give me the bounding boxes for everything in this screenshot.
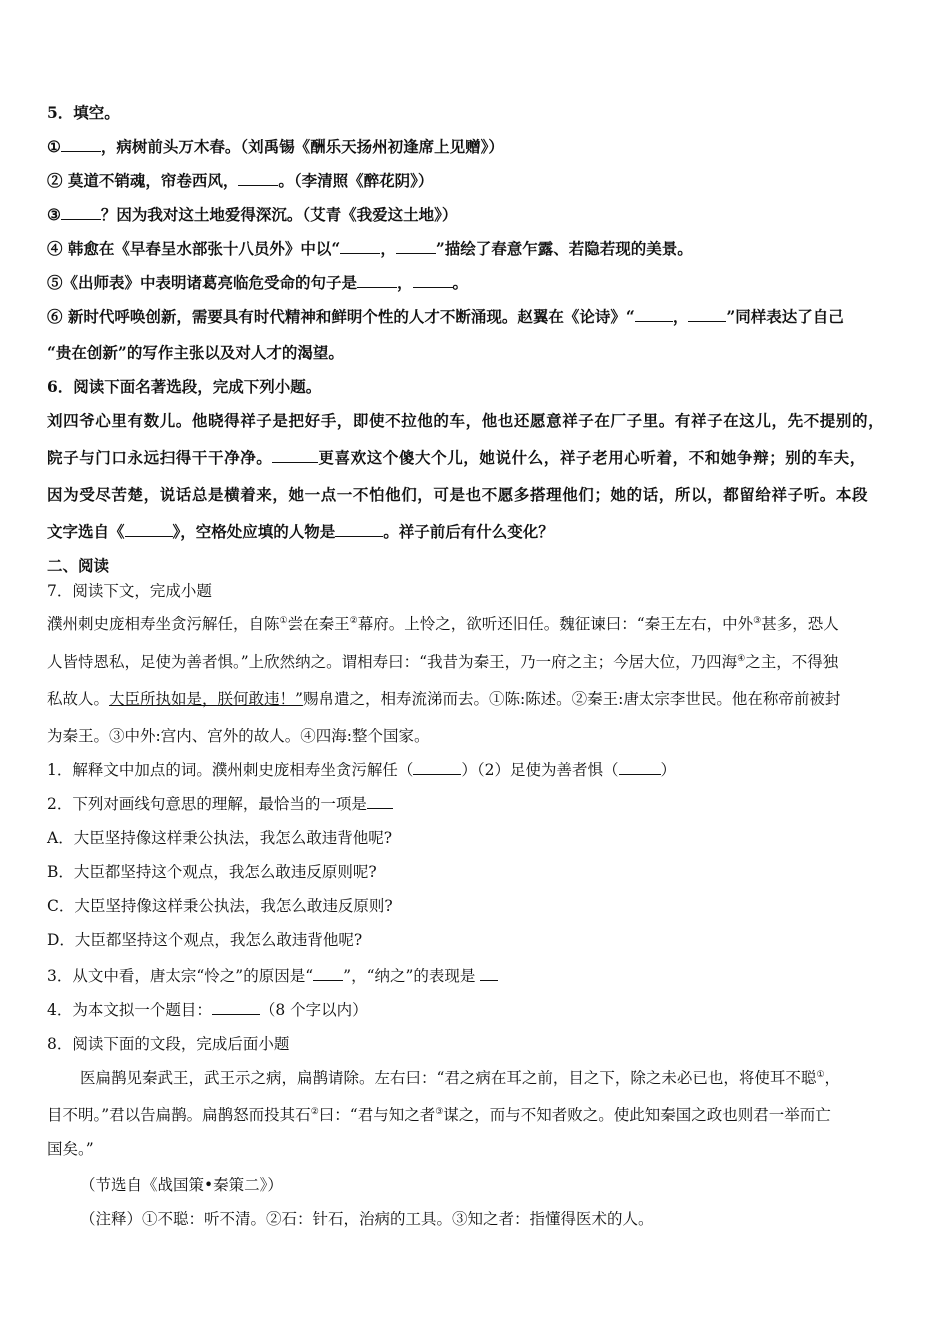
q8-annotation: （注释）①不聪：听不清。②石：针石，治病的工具。③知之者：指懂得医术的人。 [80, 1210, 654, 1228]
q6-passage-line-2: 院子与门口永远扫得干干净净。 更喜欢这个傻大个儿，她说什么，祥子老用心听着，不和她争辩；别的车夫， [47, 448, 866, 467]
blank[interactable] [357, 273, 397, 288]
blank[interactable] [272, 448, 318, 463]
q7-title: 7．阅读下文，完成小题 [47, 582, 212, 600]
q6-passage-line-4: 文字选自《 》，空格处应填的人物是 。祥子前后有什么变化？ [47, 522, 554, 541]
q5-title: 5．填空。 [47, 103, 120, 122]
q8-passage-line-1: 医扁鹊见秦武王，武王示之病，扁鹊请除。左右曰：“君之病在耳之前，目之下，除之未必已也，将使耳不聪①， [80, 1069, 841, 1087]
q5-line-1: ① ，病树前头万木春。（刘禹锡《酬乐天扬州初逢席上见赠》） [47, 137, 504, 156]
blank[interactable] [335, 522, 383, 537]
q8-passage-line-3: 国矣。” [47, 1140, 94, 1158]
section-title: 二、阅读 [47, 556, 110, 575]
q7-passage-line-2: 人皆恃恩私，足使为善者惧。”上欣然纳之。谓相寿曰：“我昔为秦王，乃一府之主；今居大位，乃四海④之主，不得独 [47, 653, 839, 671]
q6-title: 6．阅读下面名著选段，完成下列小题。 [47, 377, 322, 396]
blank[interactable] [212, 1000, 260, 1015]
q7-passage-line-4: 为秦王。③中外:宫内、宫外的故人。④四海:整个国家。 [47, 727, 430, 745]
q7-passage-line-3: 私故人。大臣所执如是，朕何敢违！”赐帛遣之，相寿流涕而去。①陈:陈述。②秦王:唐太宗李世民。他在称帝前被封 [47, 690, 841, 708]
q7-passage-line-1: 濮州刺史庞相寿坐贪污解任，自陈①尝在秦王②幕府。上怜之，欲听还旧任。魏征谏曰：“秦王左右，中外③甚多，恐人 [47, 615, 839, 633]
q7-sub-3: 3．从文中看，唐太宗“怜之”的原因是“ ”，“纳之”的表现是 [47, 966, 498, 986]
blank[interactable] [125, 522, 173, 537]
q7-sub-4: 4．为本文拟一个题目： （8 个字以内） [47, 1001, 368, 1019]
blank[interactable] [480, 966, 498, 981]
q5-line-4: ④ 韩愈在《早春呈水部张十八员外》中以“ ， ”描绘了春意乍露、若隐若现的美景。 [47, 239, 693, 258]
q5-line-6: ⑥ 新时代呼唤创新，需要具有时代精神和鲜明个性的人才不断涌现。赵翼在《论诗》“ ， ”同样表达了自己 [47, 307, 844, 326]
q7-option-c[interactable]: C．大臣坚持像这样秉公执法，我怎么敢违反原则? [47, 897, 393, 915]
q8-title: 8．阅读下面的文段，完成后面小题 [47, 1035, 290, 1053]
q5-line-3: ③ ？因为我对这土地爱得深沉。（艾青《我爱这土地》） [47, 205, 458, 224]
q6-passage-line-3: 因为受尽苦楚，说话总是横着来，她一点一不怕他们，可是也不愿多搭理他们；她的话，所以，都留给祥子听。本段 [47, 485, 869, 504]
blank[interactable] [340, 239, 380, 254]
blank[interactable] [413, 760, 461, 775]
blank[interactable] [367, 794, 393, 809]
blank[interactable] [61, 205, 101, 220]
blank[interactable] [238, 171, 278, 186]
q7-option-d[interactable]: D．大臣都坚持这个观点，我怎么敢违背他呢? [47, 931, 363, 949]
blank[interactable] [413, 273, 453, 288]
q5-line-7: “贵在创新”的写作主张以及对人才的渴望。 [47, 343, 344, 362]
blank[interactable] [396, 239, 436, 254]
blank[interactable] [635, 307, 673, 322]
q8-passage-line-2: 目不明。”君以告扁鹊。扁鹊怒而投其石②曰：“君与知之者③谋之，而与不知者败之。使此知秦国之政也则君一举而亡 [47, 1106, 831, 1124]
underlined-sentence: 大臣所执如是，朕何敢违！” [109, 690, 303, 708]
blank[interactable] [688, 307, 726, 322]
q8-source: （节选自《战国策•秦策二》） [80, 1176, 283, 1194]
q6-passage-line-1: 刘四爷心里有数儿。他晓得祥子是把好手，即使不拉他的车，他也还愿意祥子在厂子里。有祥子在这儿，先不提别的， [47, 411, 885, 430]
q7-sub-1: 1．解释文中加点的词。濮州刺史庞相寿坐贪污解任（ ）（2）足使为善者惧（ ） [47, 761, 677, 779]
q5-line-5: ⑤《出师表》中表明诸葛亮临危受命的句子是 ， 。 [47, 273, 469, 292]
q7-option-b[interactable]: B．大臣都坚持这个观点，我怎么敢违反原则呢? [47, 863, 377, 881]
q7-option-a[interactable]: A．大臣坚持像这样秉公执法，我怎么敢违背他呢? [47, 829, 393, 847]
q7-sub-2: 2．下列对画线句意思的理解，最恰当的一项是 [47, 794, 393, 814]
q5-line-2: ② 莫道不销魂，帘卷西风， 。（李清照《醉花阴》） [47, 171, 434, 190]
blank[interactable] [619, 760, 661, 775]
blank[interactable] [61, 137, 101, 152]
blank[interactable] [313, 966, 343, 981]
